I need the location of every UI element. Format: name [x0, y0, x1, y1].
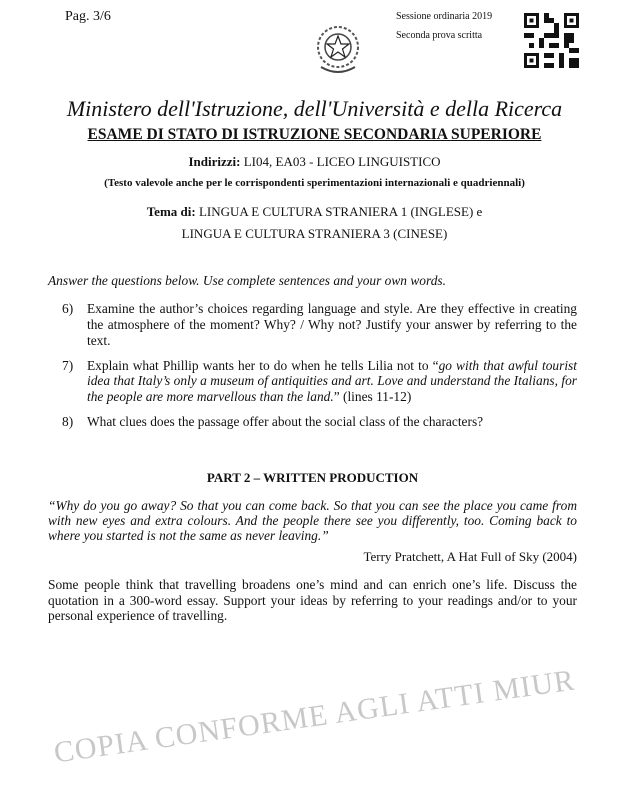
tema-line1: LINGUA E CULTURA STRANIERA 1 (INGLESE) e: [195, 204, 483, 219]
exam-title: ESAME DI STATO DI ISTRUZIONE SECONDARIA SUPERIORE: [87, 126, 542, 143]
indirizzi-label: Indirizzi:: [188, 154, 241, 169]
essay-task: Some people think that travelling broadens one’s mind and can enrich one’s life. Discuss the quotation in a 300-word essay. Support your ideas by referring to your readings and/or to your personal experience of travelling.: [48, 577, 577, 623]
exam-body: [48, 273, 577, 623]
question-number: 7): [62, 357, 74, 373]
tema-line2: LINGUA E CULTURA STRANIERA 3 (CINESE): [181, 226, 448, 241]
watermark: COPIA CONFORME AGLI ATTI MIUR: [51, 663, 578, 770]
instructions: Answer the questions below. Use complete sentences and your own words.: [48, 273, 446, 288]
question-quote: go with that awful tourist idea that Italy’s only a museum of antiquities and art. Love and understand the Italians, for the people are more marvellous than the land.: [87, 357, 577, 405]
test-label: Seconda prova scritta: [396, 30, 483, 41]
question-8: [62, 414, 577, 430]
page-number: Pag. 3/6: [65, 9, 111, 24]
part2-quote: “Why do you go away? So that you can come back. So that you can see the place you came from with new eyes and extra colours. And the people there see you differently, too. Coming back to where you started is not the same as never leaving.”: [48, 497, 577, 544]
session-label: Sessione ordinaria 2019: [396, 11, 493, 22]
question-text: What clues does the passage offer about the social class of the characters?: [87, 413, 484, 429]
question-text-end: ” (lines 11-12): [333, 389, 412, 405]
question-number: 8): [62, 413, 74, 429]
question-6: [62, 301, 577, 348]
question-text: Examine the author’s choices regarding language and style. Are they effective in creating the atmosphere of the moment? Why? / Why not? Justify your answer by referring to the text.: [87, 301, 577, 348]
indirizzi-line: [0, 154, 629, 170]
tema-label: Tema di:: [146, 204, 196, 219]
question-number: 6): [62, 301, 74, 317]
validity-note: (Testo valevole anche per le corrispondenti sperimentazioni internazionali e quadriennali): [104, 177, 525, 189]
qr-code-icon: [524, 13, 579, 68]
tema-line: [0, 204, 629, 220]
question-text: [87, 358, 577, 405]
republic-emblem-icon: [311, 17, 365, 79]
question-text-start: Explain what Phillip wants her to do when he tells Lilia not to “: [87, 357, 439, 373]
ministry-header: Ministero dell'Istruzione, dell'Università e della Ricerca: [66, 96, 563, 121]
part2-title: PART 2 – WRITTEN PRODUCTION: [206, 469, 419, 485]
quote-attribution: Terry Pratchett, A Hat Full of Sky (2004): [363, 549, 577, 565]
indirizzi-value: LI04, EA03 - LICEO LINGUISTICO: [240, 154, 441, 169]
question-7: [62, 358, 577, 405]
